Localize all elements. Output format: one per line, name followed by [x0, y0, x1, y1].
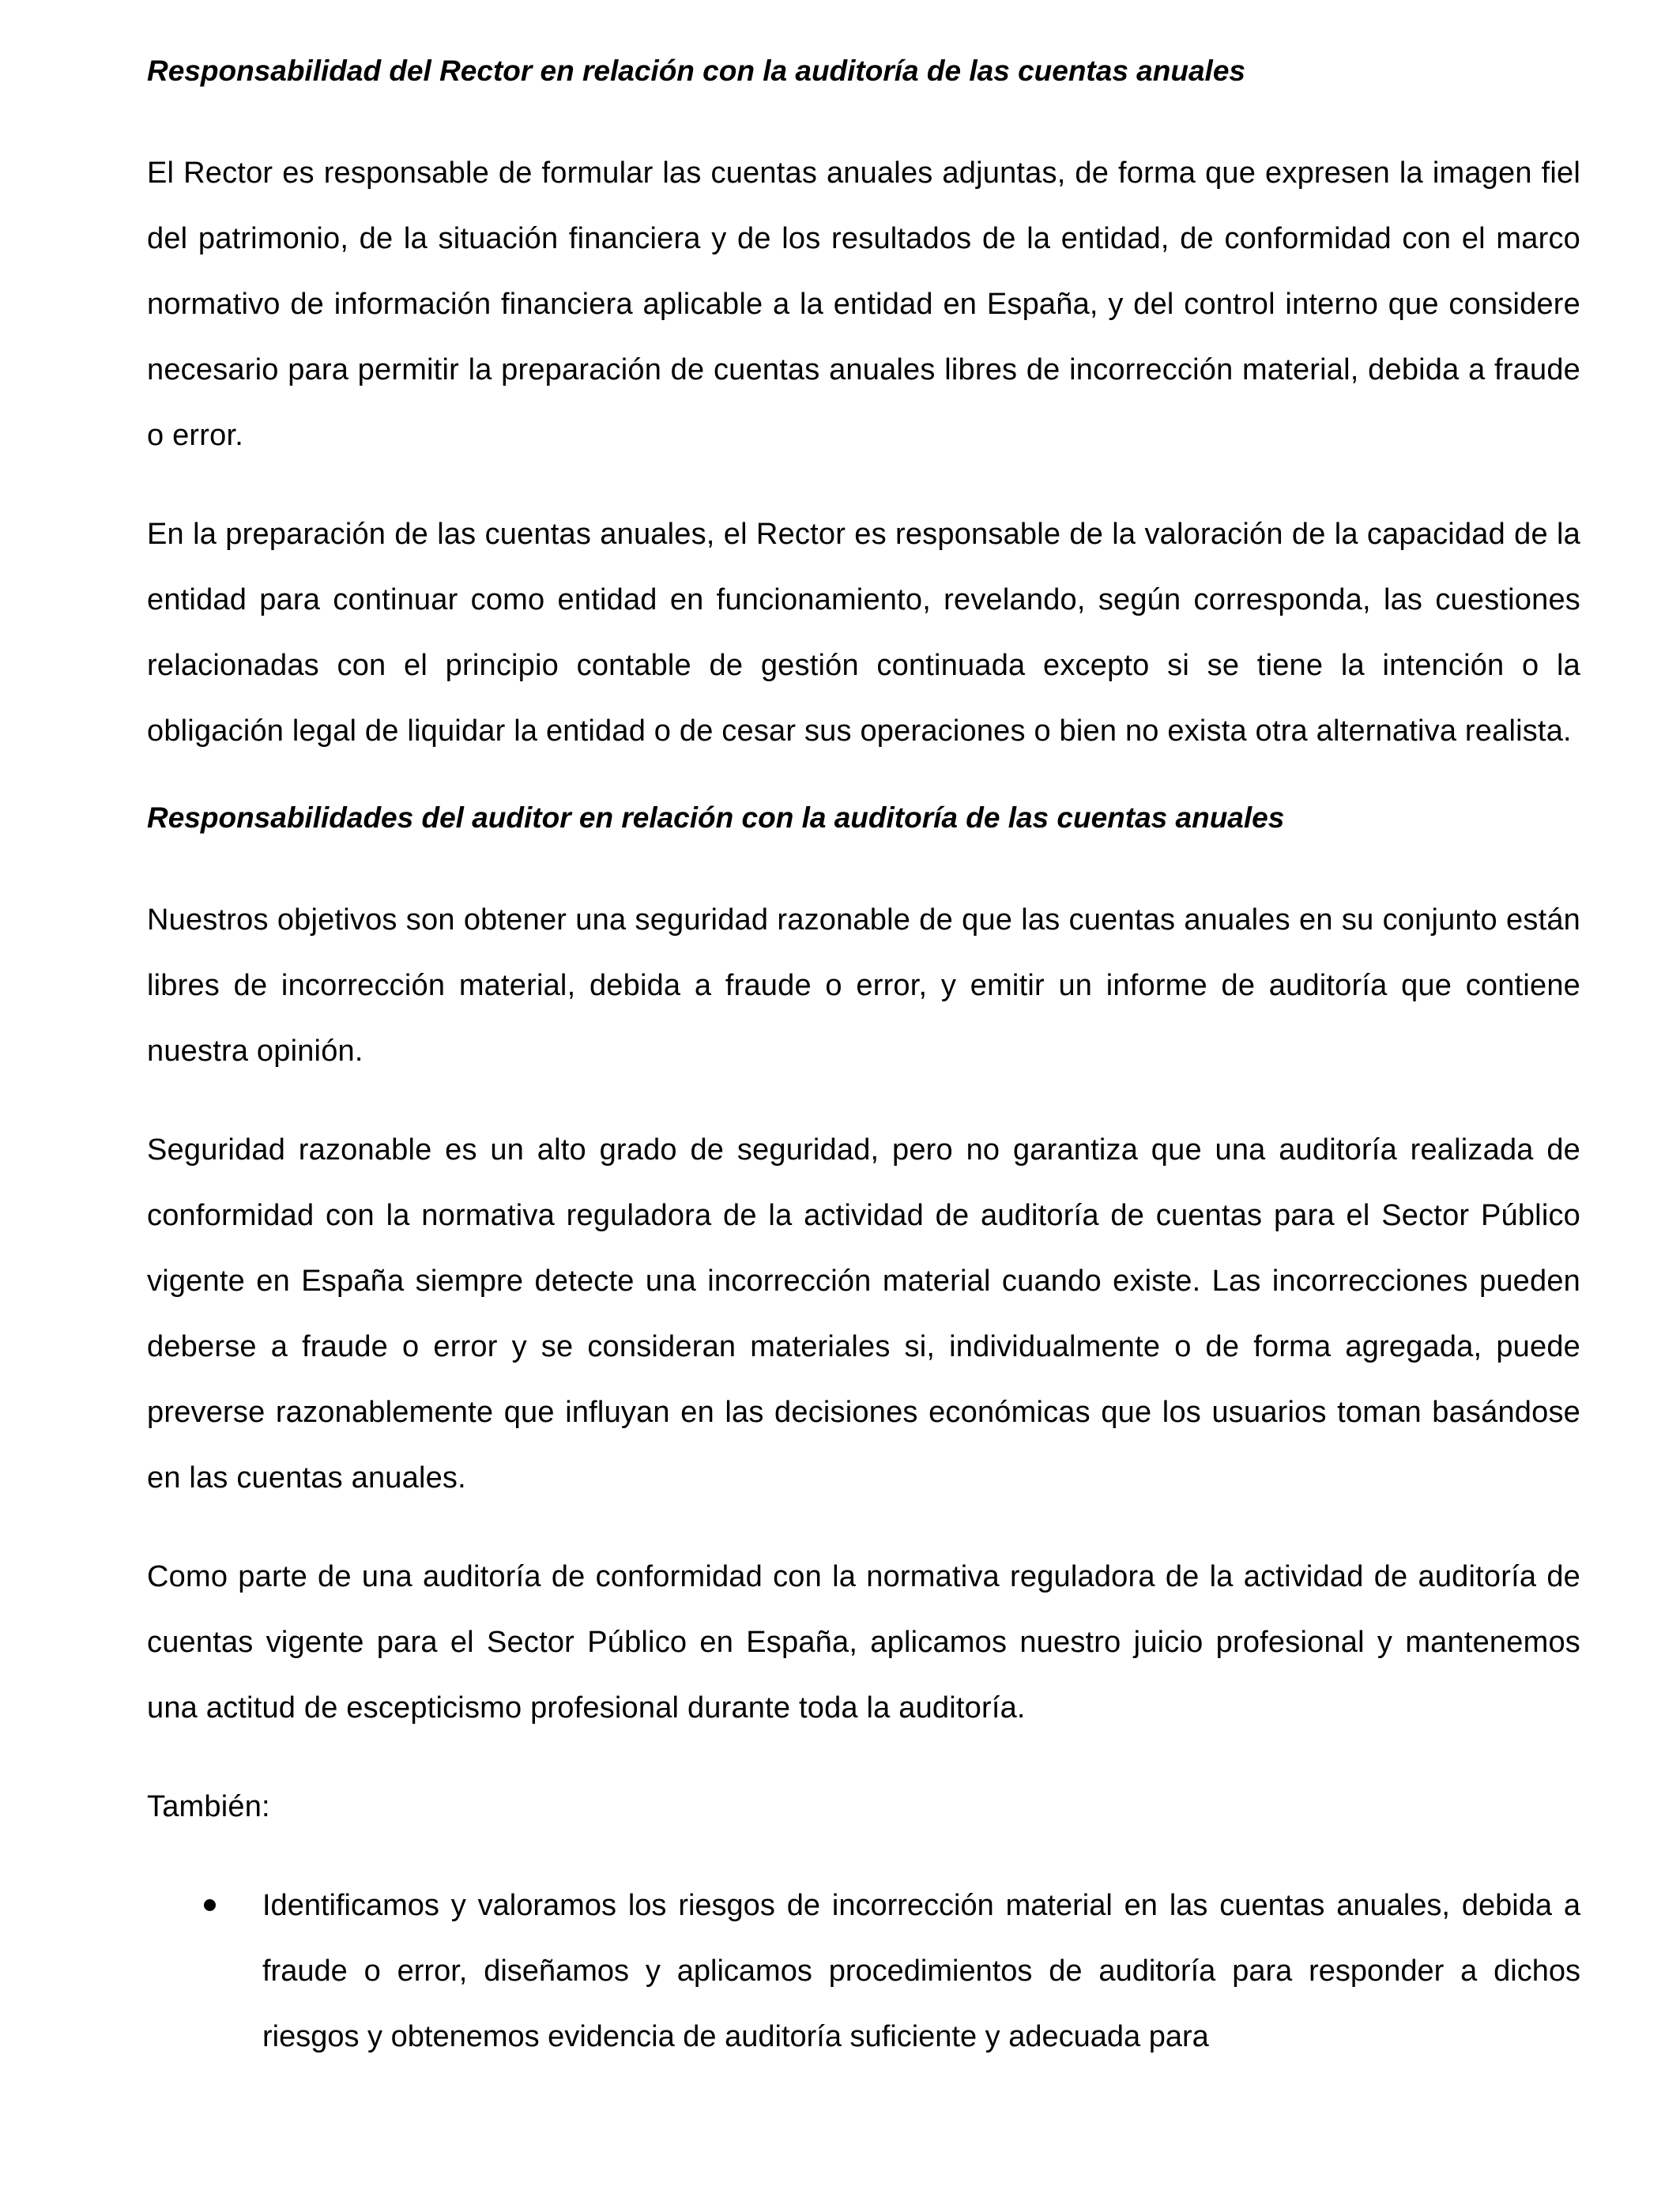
heading-rector-responsibility: Responsabilidad del Rector en relación con la auditoría de las cuentas anuales [147, 55, 1245, 87]
bullet-text: Identificamos y valoramos los riesgos de incorrección material en las cuentas anuales, debida a fraude o error, diseñamos y aplicamos procedimientos de auditoría para responder a dichos riesgos y obtenemos evidencia de auditoría suficiente y adecuada para [262, 1889, 1580, 2053]
list-item [147, 1873, 1580, 2070]
paragraph-professional-judgement: Como parte de una auditoría de conformidad con la normativa reguladora de la actividad de auditoría de cuentas vigente para el Sector Público en España, aplicamos nuestro juicio profesional y mantenemos una actitud de escepticismo profesional durante toda la auditoría. [147, 1560, 1580, 1725]
paragraph-rector-1: El Rector es responsable de formular las cuentas anuales adjuntas, de forma que expresen la imagen fiel del patrimonio, de la situación financiera y de los resultados de la entidad, de conformidad con el marco normativo de información financiera aplicable a la entidad en España, y del control interno que considere necesario para permitir la preparación de cuentas anuales libres de incorrección material, debida a fraude o error. [147, 156, 1580, 452]
paragraph-tambien: También: [147, 1790, 270, 1823]
document-page [147, 44, 1580, 2070]
paragraph-reasonable-assurance: Seguridad razonable es un alto grado de seguridad, pero no garantiza que una auditoría realizada de conformidad con la normativa reguladora de la actividad de auditoría de cuentas para el Sector Público vigente en España siempre detecte una incorrección material cuando existe. Las incorrecciones pueden deberse a fraude o error y se consideran materiales si, individualmente o de forma agregada, puede preverse razonablemente que influyan en las decisiones económicas que los usuarios toman basándose en las cuentas anuales. [147, 1133, 1580, 1495]
bullet-list [147, 1873, 1580, 2070]
paragraph-rector-2: En la preparación de las cuentas anuales, el Rector es responsable de la valoración de la capacidad de la entidad para continuar como entidad en funcionamiento, revelando, según corresponda, las cuestiones relacionadas con el principio contable de gestión continuada excepto si se tiene la intención o la obligación legal de liquidar la entidad o de cesar sus operaciones o bien no exista otra alternativa realista. [147, 518, 1580, 748]
bullet-icon [204, 1899, 216, 1911]
paragraph-auditor-objectives: Nuestros objetivos son obtener una seguridad razonable de que las cuentas anuales en su conjunto están libres de incorrección material, debida a fraude o error, y emitir un informe de auditoría que contiene nuestra opinión. [147, 903, 1580, 1068]
heading-auditor-responsibilities: Responsabilidades del auditor en relación con la auditoría de las cuentas anuales [147, 801, 1285, 834]
